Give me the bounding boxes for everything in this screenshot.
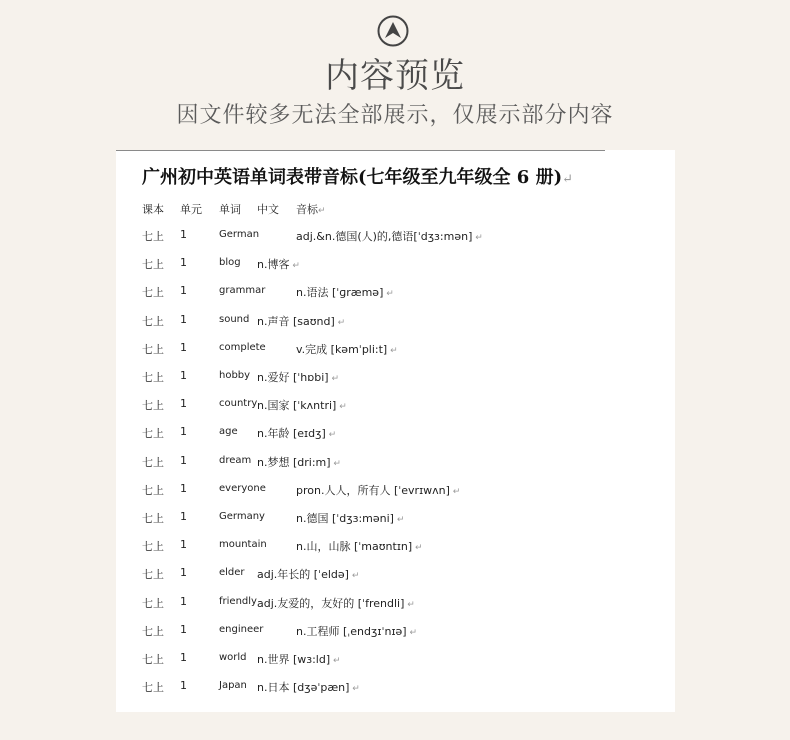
row-meaning: n.声音 [saʊnd] ↵ bbox=[257, 314, 346, 328]
row-unit: 1 bbox=[180, 312, 187, 326]
row-book: 七上 bbox=[142, 342, 164, 356]
table-row bbox=[116, 454, 675, 474]
row-word: complete bbox=[219, 341, 266, 353]
document-top-rule bbox=[116, 150, 605, 151]
document-title-text: 广州初中英语单词表带音标(七年级至九年级全 6 册) bbox=[142, 167, 563, 188]
row-meaning: n.语法 [ˈɡræmə] ↵ bbox=[296, 286, 394, 300]
table-row bbox=[116, 566, 675, 586]
row-book: 七上 bbox=[142, 540, 164, 554]
row-word: dream bbox=[219, 454, 252, 466]
row-meaning: n.世界 [wɜ:ld] ↵ bbox=[257, 653, 341, 666]
row-meaning: n.国家 [ˈkʌntri] ↵ bbox=[257, 399, 347, 413]
row-word: engineer bbox=[219, 623, 264, 635]
table-row bbox=[116, 679, 675, 699]
row-meaning: n.工程师 [ˌendʒɪˈnɪə] ↵ bbox=[296, 624, 417, 638]
row-word: German bbox=[219, 229, 260, 240]
row-book: 七上 bbox=[142, 371, 164, 384]
row-unit: 1 bbox=[180, 622, 187, 636]
table-row bbox=[116, 369, 675, 389]
row-meaning: n.爱好 [ˈhɒbi] ↵ bbox=[257, 371, 339, 384]
row-book: 七上 bbox=[142, 624, 164, 638]
table-row bbox=[116, 651, 675, 671]
row-unit: 1 bbox=[180, 256, 187, 270]
row-word: world bbox=[219, 652, 247, 663]
row-book: 七上 bbox=[142, 314, 164, 328]
row-word: grammar bbox=[219, 285, 266, 297]
row-book: 七上 bbox=[142, 286, 164, 300]
row-word: everyone bbox=[219, 482, 266, 494]
row-word: friendly bbox=[219, 595, 257, 607]
row-word: Japan bbox=[219, 680, 247, 692]
row-word: elder bbox=[219, 567, 245, 579]
row-unit: 1 bbox=[180, 369, 187, 382]
row-unit: 1 bbox=[180, 538, 187, 552]
row-unit: 1 bbox=[180, 425, 187, 439]
row-word: blog bbox=[219, 257, 241, 269]
row-unit: 1 bbox=[180, 651, 187, 664]
row-unit: 1 bbox=[180, 566, 187, 580]
paragraph-mark-icon: ↵ bbox=[562, 172, 573, 187]
table-row bbox=[116, 397, 675, 417]
table-row bbox=[116, 425, 675, 445]
row-book: 七上 bbox=[142, 568, 164, 582]
row-unit: 1 bbox=[180, 228, 187, 241]
document-title bbox=[142, 163, 573, 189]
row-unit: 1 bbox=[180, 594, 187, 608]
row-word: sound bbox=[219, 313, 250, 325]
row-unit: 1 bbox=[180, 340, 187, 354]
table-row bbox=[116, 538, 675, 558]
row-meaning: adj.友爱的，友好的 [ˈfrendli] ↵ bbox=[257, 596, 415, 610]
row-meaning: n.山，山脉 [ˈmaʊntɪn] ↵ bbox=[296, 540, 423, 554]
scroll-up-icon[interactable] bbox=[377, 15, 409, 47]
row-book: 七上 bbox=[142, 230, 164, 243]
row-unit: 1 bbox=[180, 397, 187, 411]
row-book: 七上 bbox=[142, 681, 164, 695]
row-meaning: n.博客 ↵ bbox=[257, 258, 300, 272]
table-row bbox=[116, 595, 675, 615]
row-word: mountain bbox=[219, 539, 267, 551]
row-book: 七上 bbox=[142, 653, 164, 666]
table-row bbox=[116, 313, 675, 333]
row-unit: 1 bbox=[180, 284, 187, 298]
table-row bbox=[116, 228, 675, 248]
row-meaning: pron.人人，所有人 [ˈevrɪwʌn] ↵ bbox=[296, 483, 461, 497]
table-row bbox=[116, 482, 675, 502]
column-header-unit: 单元 bbox=[180, 203, 202, 216]
row-book: 七上 bbox=[142, 455, 164, 469]
row-meaning: n.梦想 [dri:m] ↵ bbox=[257, 455, 341, 469]
row-word: Germany bbox=[219, 511, 265, 522]
row-book: 七上 bbox=[142, 399, 164, 413]
table-row bbox=[116, 510, 675, 530]
page-subtitle: 因文件较多无法全部展示，仅展示部分内容 bbox=[176, 103, 614, 128]
table-row bbox=[116, 341, 675, 361]
row-book: 七上 bbox=[142, 512, 164, 525]
row-meaning: adj.&n.德国(人)的,德语[ˈdʒɜ:mən] ↵ bbox=[296, 230, 483, 243]
row-meaning: n.日本 [dʒəˈpæn] ↵ bbox=[257, 681, 360, 695]
table-row bbox=[116, 256, 675, 276]
row-meaning: n.年龄 [eɪdʒ] ↵ bbox=[257, 427, 337, 441]
table-row bbox=[116, 623, 675, 643]
row-book: 七上 bbox=[142, 483, 164, 497]
column-header-phonetic: 音标↵ bbox=[296, 203, 326, 216]
row-word: hobby bbox=[219, 370, 251, 381]
row-unit: 1 bbox=[180, 453, 187, 467]
row-meaning: n.德国 [ˈdʒɜ:məni] ↵ bbox=[296, 512, 405, 525]
column-header-word: 单词 bbox=[219, 203, 241, 216]
row-word: age bbox=[219, 426, 238, 438]
page-title: 内容预览 bbox=[325, 56, 465, 96]
row-book: 七上 bbox=[142, 596, 164, 610]
row-book: 七上 bbox=[142, 258, 164, 272]
preview-header bbox=[0, 0, 790, 150]
column-header-chinese: 中文 bbox=[257, 203, 279, 216]
document-preview bbox=[116, 150, 675, 712]
row-unit: 1 bbox=[180, 679, 187, 693]
row-unit: 1 bbox=[180, 510, 187, 523]
table-row bbox=[116, 284, 675, 304]
column-header-book: 课本 bbox=[142, 203, 164, 216]
row-unit: 1 bbox=[180, 481, 187, 495]
row-word: country bbox=[219, 398, 258, 410]
row-meaning: v.完成 [kəmˈpli:t] ↵ bbox=[296, 342, 398, 356]
row-meaning: adj.年长的 [ˈeldə] ↵ bbox=[257, 568, 360, 582]
row-book: 七上 bbox=[142, 427, 164, 441]
